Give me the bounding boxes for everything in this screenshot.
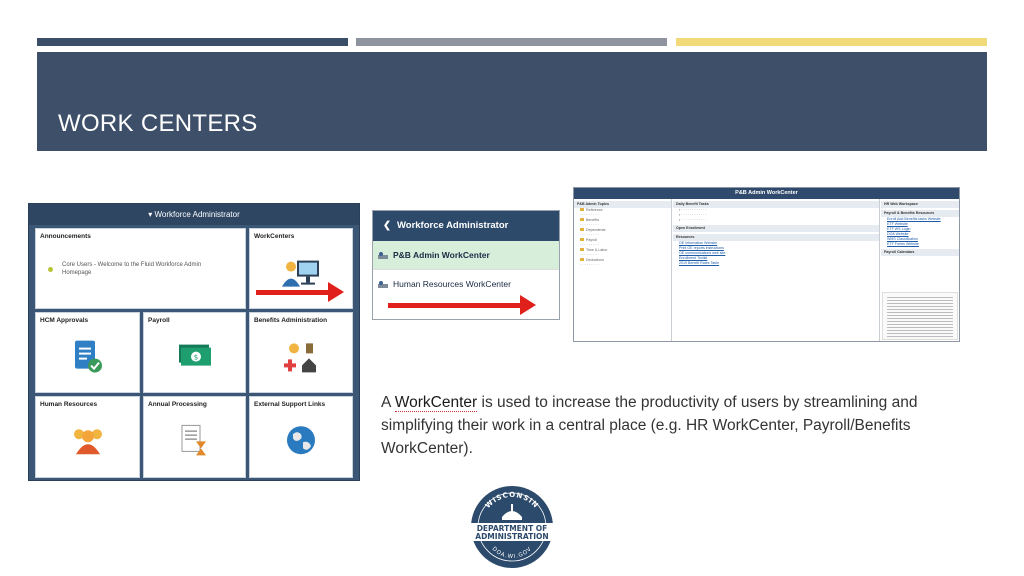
nav-item-pb-admin-workcenter[interactable]: [373, 241, 560, 269]
folder-item[interactable]: Payroll: [574, 238, 671, 243]
tile-title: Announcements: [40, 233, 91, 240]
resource-link[interactable]: ETF Forms Website: [887, 242, 919, 246]
svg-text:$: $: [193, 353, 198, 362]
tile-title: Benefits Administration: [254, 317, 328, 324]
folder-item[interactable]: Reference: [574, 208, 671, 213]
resource-link[interactable]: 2019 Benefit Rates Table: [679, 261, 720, 265]
fluid-homepage-header[interactable]: ▾ Workforce Administrator: [29, 204, 359, 225]
description-body: is used to increase the productivity of users by streamlining and simplifying their work in a central place (e.g. HR WorkCenter, Payroll/Benefits WorkCenter).: [381, 394, 918, 457]
workcenter-description: [381, 391, 971, 460]
middle-pane-heading: Daily Benefit Tasks: [673, 201, 879, 208]
tile-title: Payroll: [148, 317, 170, 324]
resource-link[interactable]: DOA Website: [887, 232, 909, 236]
money-icon: [177, 342, 213, 368]
accent-stripe-gray: [356, 38, 667, 46]
homepage-title: Workforce Administrator: [154, 210, 240, 219]
resource-link[interactable]: OE Information Website: [679, 241, 718, 245]
resource-link[interactable]: Enroll Add Benefits tasks Website: [887, 217, 941, 221]
section-heading: Open Enrollment: [673, 225, 879, 232]
resource-link[interactable]: Print OE reports instructions: [679, 246, 724, 250]
workcenter-middle-pane: [673, 199, 880, 341]
nav-header[interactable]: [373, 211, 559, 241]
accent-stripe-gold: [676, 38, 987, 46]
title-banner: [37, 52, 987, 151]
section-heading: Resources: [673, 234, 879, 241]
folder-sub-item[interactable]: · · · · · · · · ·: [580, 263, 599, 267]
task-line[interactable]: ▪ · · · · · · · · · · · ·: [679, 208, 707, 212]
resource-link[interactable]: Enrollment Toolkit: [679, 256, 708, 260]
folder-sub-item[interactable]: · · · · · · · · ·: [580, 233, 599, 237]
benefits-icon: [284, 339, 318, 373]
folder-sub-item[interactable]: · · · · · · · · ·: [580, 213, 599, 217]
resource-link[interactable]: ETF WS Login: [887, 227, 911, 231]
folder-sub-item[interactable]: · · · · · · · · ·: [580, 223, 599, 227]
tile-title: External Support Links: [254, 401, 326, 408]
globe-icon: [285, 424, 317, 456]
tile-announcements[interactable]: [35, 228, 246, 309]
resource-link[interactable]: WMS Classification: [887, 237, 918, 241]
folder-item[interactable]: Time & Labor: [574, 248, 671, 253]
workcenter-title-bar: P&B Admin WorkCenter: [574, 188, 959, 199]
people-icon: [70, 424, 106, 456]
announcement-message: Core Users - Welcome to the Fluid Workforce Admin Homepage: [62, 262, 202, 276]
doa-logo: [469, 484, 555, 570]
workcenter-icon: [279, 254, 323, 290]
folder-item[interactable]: Dependents: [574, 228, 671, 233]
description-prefix: A: [381, 394, 395, 411]
fluid-homepage-screenshot: [28, 203, 360, 481]
tile-annual-processing[interactable]: [143, 396, 246, 478]
workcenter-small-icon: [378, 251, 388, 259]
left-pane-heading: P&B Admin Topics: [574, 201, 671, 208]
nav-item-human-resources-workcenter[interactable]: [373, 269, 560, 297]
tile-human-resources[interactable]: [35, 396, 140, 478]
right-pane-heading: HR Web Workspace: [881, 201, 960, 208]
slide-title: WORK CENTERS: [58, 110, 258, 137]
workcenter-left-pane: [574, 199, 672, 341]
folder-sub-item[interactable]: · · · · · · · · ·: [580, 243, 599, 247]
section-heading: Payroll & Benefits Resources: [881, 210, 960, 217]
accent-stripe-dark: [37, 38, 348, 46]
tile-title: WorkCenters: [254, 233, 295, 240]
nav-header-title: Workforce Administrator: [396, 220, 509, 231]
folder-item[interactable]: Benefits: [574, 218, 671, 223]
pb-admin-workcenter-screenshot: [573, 187, 960, 342]
logo-line2: ADMINISTRATION: [475, 532, 549, 541]
task-line[interactable]: ▪ · · · · · · · · · · · ·: [679, 218, 707, 222]
clipboard-check-icon: [71, 338, 105, 374]
nav-item-label: P&B Admin WorkCenter: [393, 250, 490, 260]
tile-title: Human Resources: [40, 401, 98, 408]
tile-hcm-approvals[interactable]: [35, 312, 140, 393]
description-term: WorkCenter: [394, 394, 478, 411]
folder-sub-item[interactable]: · · · · · · · · ·: [580, 253, 599, 257]
section-heading: Payroll Calendars: [881, 249, 960, 256]
tile-benefits-administration[interactable]: [249, 312, 353, 393]
logo-top-text: WISCONSIN: [483, 490, 541, 510]
red-arrow-to-nav-item: [388, 303, 522, 308]
logo-bottom-text: DOA.WI.GOV: [490, 545, 534, 561]
tile-external-support-links[interactable]: [249, 396, 353, 478]
tile-title: HCM Approvals: [40, 317, 89, 324]
workcenter-small-icon: [378, 280, 388, 288]
logo-line1: DEPARTMENT OF: [476, 524, 548, 533]
calendar-document-thumbnail: [882, 292, 958, 340]
task-line[interactable]: ▪ · · · · · · · · · · · ·: [679, 213, 707, 217]
bullet-icon: [48, 267, 53, 272]
folder-item[interactable]: Deductions: [574, 258, 671, 263]
resource-link[interactable]: OE communications web site: [679, 251, 726, 255]
resource-link[interactable]: ETF Website: [887, 222, 908, 226]
tile-payroll[interactable]: [143, 312, 246, 393]
hourglass-document-icon: [180, 423, 210, 457]
back-chevron-icon[interactable]: ❮: [383, 220, 391, 231]
red-arrow-to-workcenters: [256, 290, 330, 295]
tile-title: Annual Processing: [148, 401, 207, 408]
nav-item-label: Human Resources WorkCenter: [393, 279, 511, 289]
